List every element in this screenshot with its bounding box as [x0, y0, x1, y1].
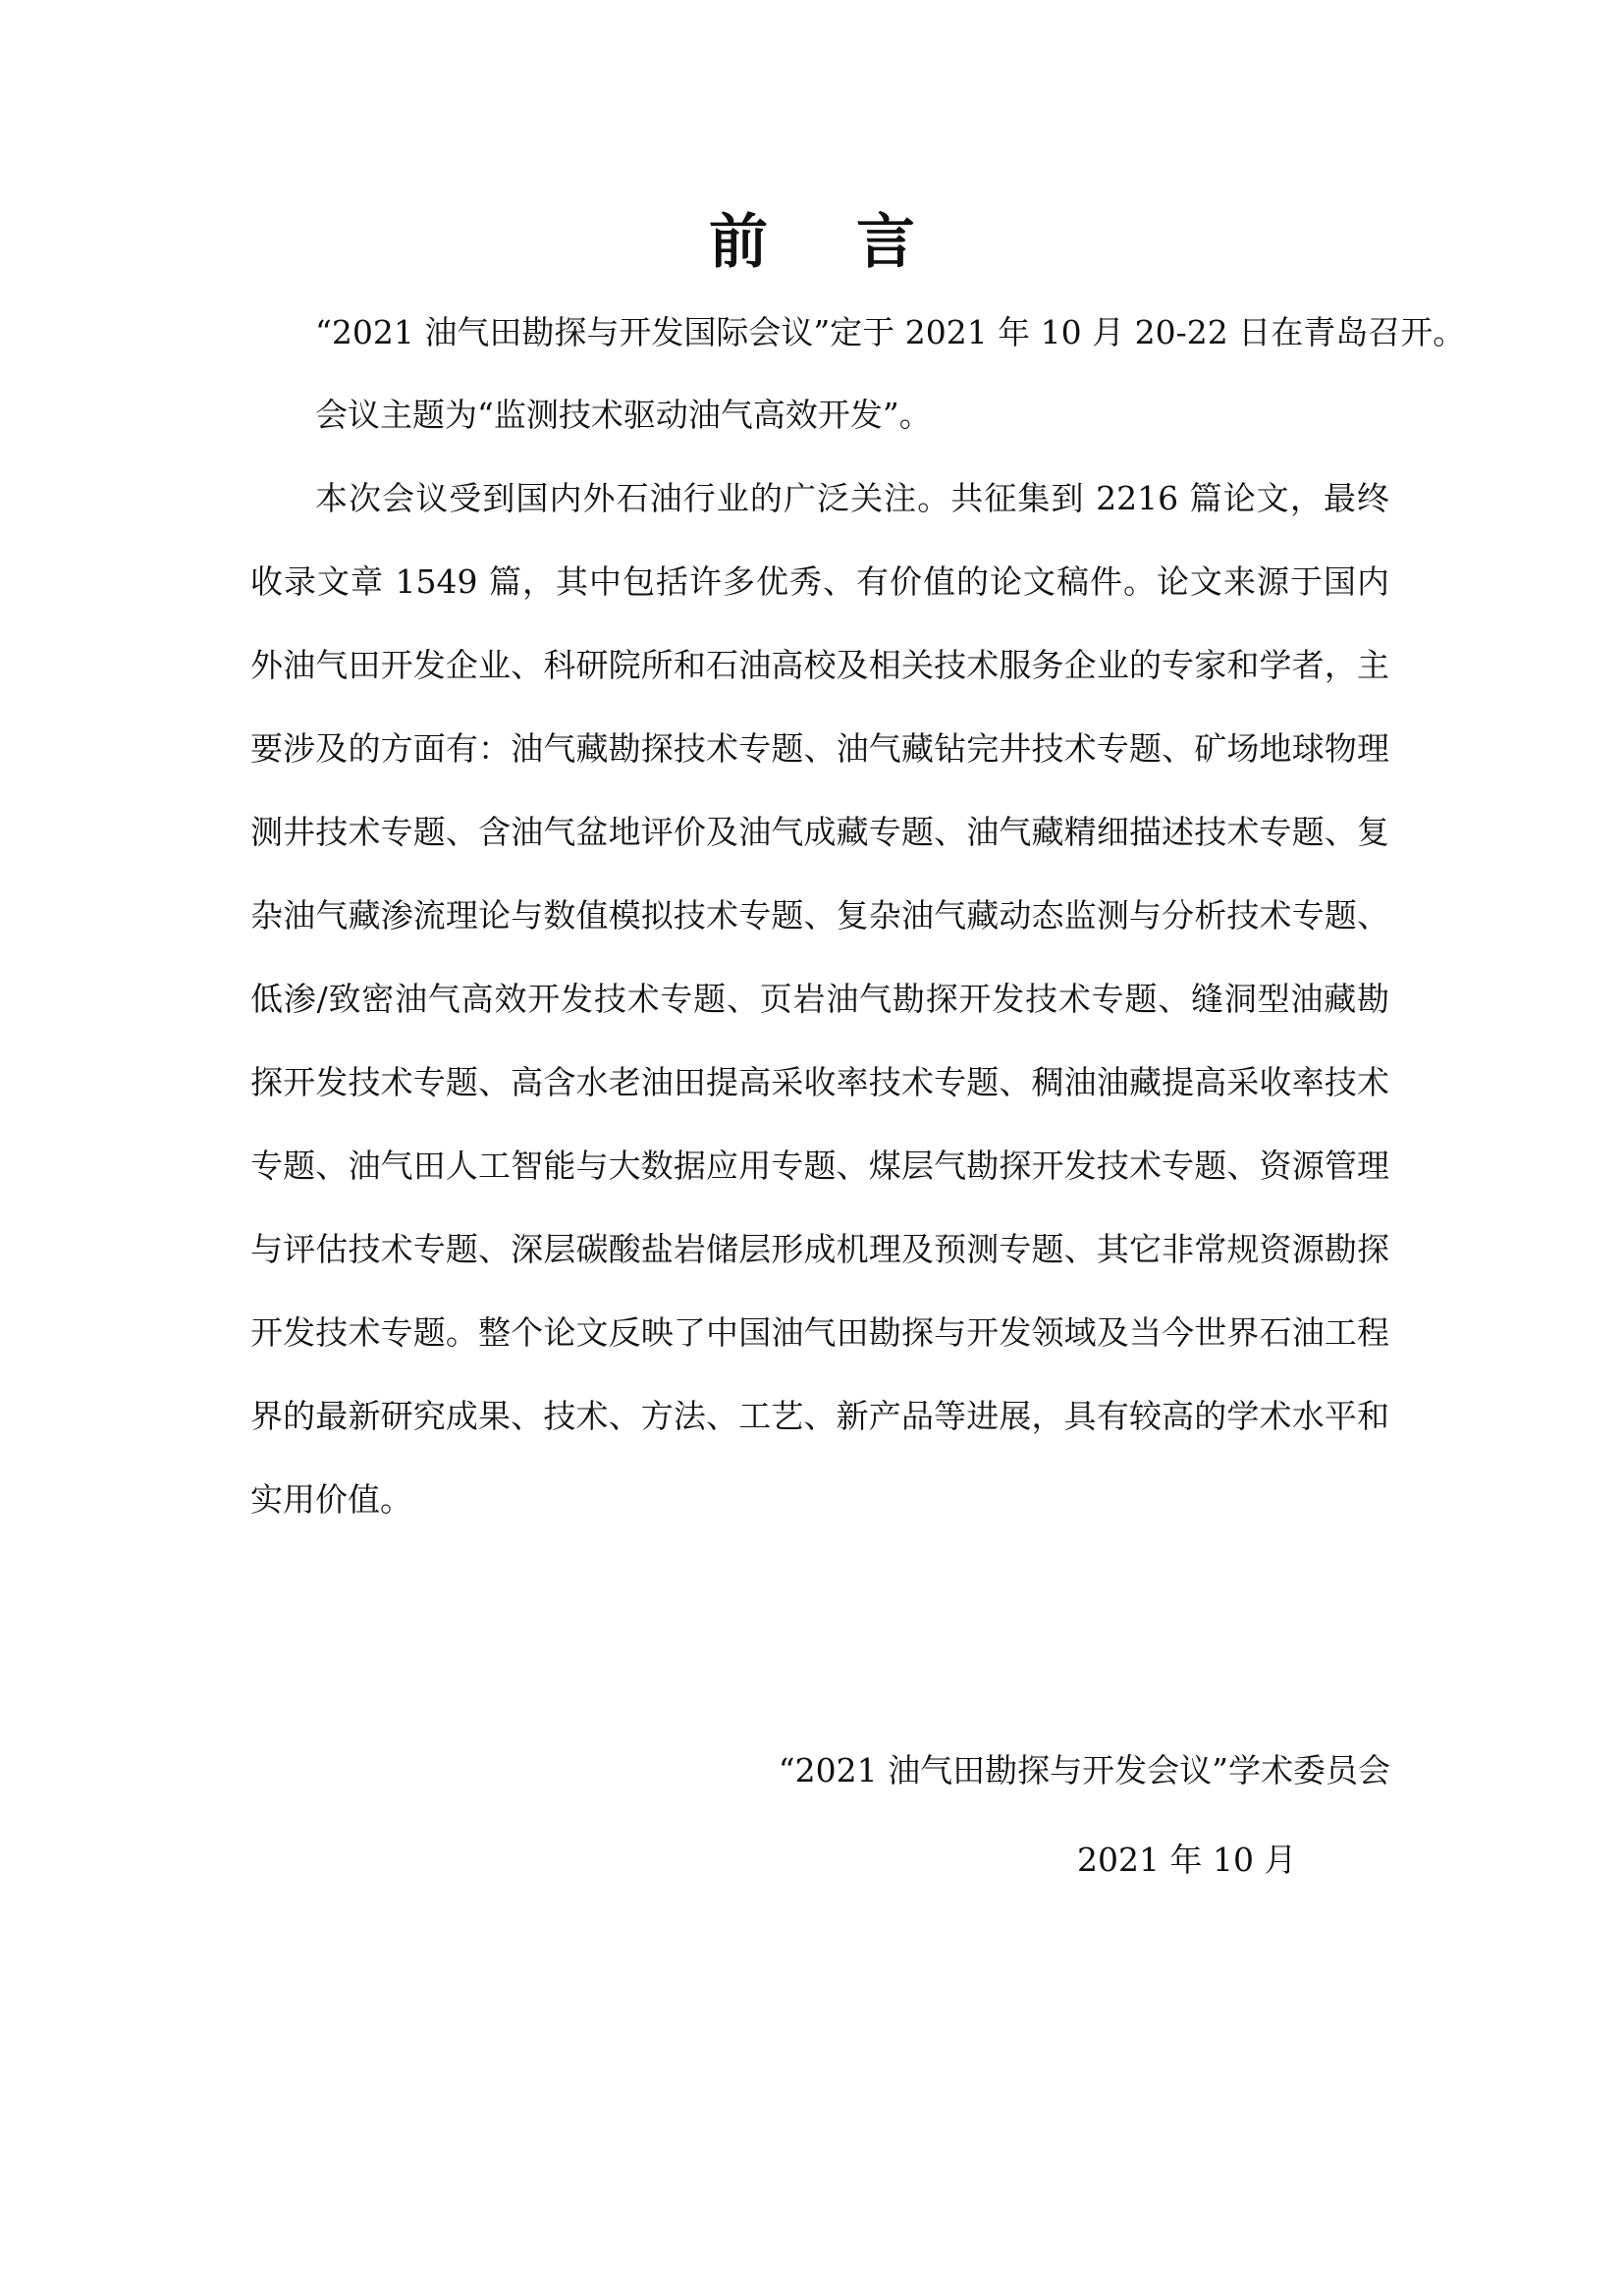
paragraph-conference-date: “2021 油气田勘探与开发国际会议”定于 2021 年 10 月 20-22 日在青岛召开。	[315, 313, 1466, 351]
paragraph-conference-summary: 本次会议受到国内外石油行业的广泛关注。共征集到 2216 篇论文，最终收录文章 1549 篇，其中包括许多优秀、有价值的论文稿件。论文来源于国内外油气田开发企业、科研院所和石油高校及相关技术服务企业的专家和学者，主要涉及的方面有：油气藏勘探技术专题、油气藏钻完井技术专题、矿场地球物理测井技术专题、含油气盆地评价及油气成藏专题、油气藏精细描述技术专题、复杂油气藏渗流理论与数值模拟技术专题、复杂油气藏动态监测与分析技术专题、低渗/致密油气高效开发技术专题、页岩油气勘探开发技术专题、缝洞型油藏勘探开发技术专题、高含水老油田提高采收率技术专题、稠油油藏提高采收率技术专题、油气田人工智能与大数据应用专题、煤层气勘探开发技术专题、资源管理与评估技术专题、深层碳酸盐岩储层形成机理及预测专题、其它非常规资源勘探开发技术专题。整个论文反映了中国油气田勘探与开发领域及当今世界石油工程界的最新研究成果、技术、方法、工艺、新产品等进展，具有较高的学术水平和实用价值。	[250, 479, 1389, 1519]
signature: “2021 油气田勘探与开发会议”学术委员会	[778, 1751, 1390, 1789]
paragraph-conference-theme: 会议主题为“监测技术驱动油气高效开发”。	[315, 396, 932, 434]
page-title: 前言	[709, 208, 1003, 277]
signature-date: 2021 年 10 月	[1077, 1841, 1297, 1879]
